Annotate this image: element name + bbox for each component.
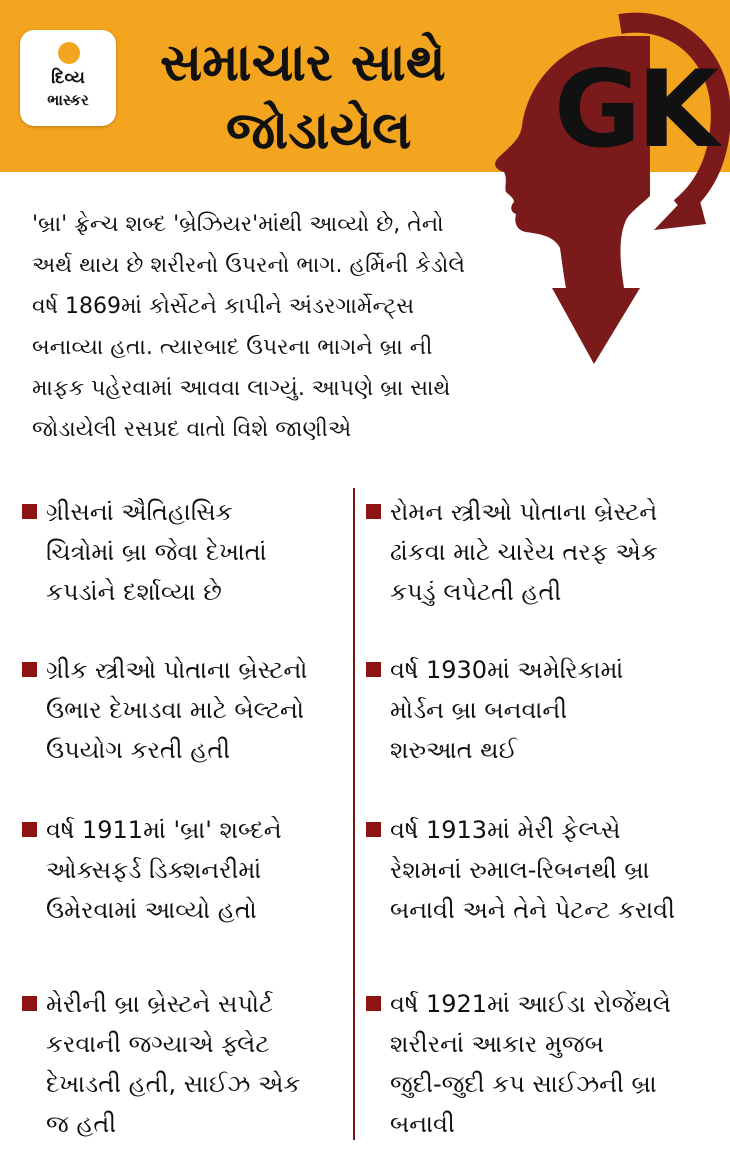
fact-item <box>366 810 696 930</box>
fact-line: રોમન સ્ત્રીઓ પોતાના બ્રેસ્ટને <box>390 498 658 526</box>
fact-line: ગ્રીસનાં ઐતિહાસિક <box>46 498 233 526</box>
fact-item <box>366 984 696 1144</box>
square-bullet-icon <box>366 662 381 677</box>
square-bullet-icon <box>22 504 37 519</box>
gk-badge: GK <box>554 48 716 171</box>
intro-line: માફક પહેરવામાં આવવા લાગ્યું. આપણે બ્રા સાથે <box>32 376 451 401</box>
fact-line: ઉપયોગ કરતી હતી <box>46 736 231 764</box>
fact-line: શરીરનાં આકાર મુજબ <box>390 1030 604 1058</box>
fact-line: જુદી-જુદી કપ સાઈઝની બ્રા <box>390 1070 657 1098</box>
fact-line: ઓક્સફર્ડ ડિક્શનરીમાં <box>46 856 262 884</box>
fact-item <box>22 984 352 1144</box>
logo-text-line2: ભાસ્કર <box>47 91 89 109</box>
square-bullet-icon <box>22 662 37 677</box>
fact-line: શરુઆત થઈ <box>390 736 518 764</box>
square-bullet-icon <box>22 822 37 837</box>
fact-line: કપડાંને દર્શાવ્યા છે <box>46 578 222 606</box>
fact-line: વર્ષ 1913માં મેરી ફેલ્પ્સે <box>390 816 621 844</box>
brand-logo[interactable] <box>20 30 116 126</box>
fact-line: બનાવી <box>390 1110 455 1138</box>
square-bullet-icon <box>22 996 37 1011</box>
sun-icon <box>58 42 80 64</box>
fact-line: દેખાડતી હતી, સાઈઝ એક <box>46 1070 301 1098</box>
page-title-line1: સમાચાર સાથે <box>160 33 446 93</box>
fact-item <box>22 810 352 930</box>
fact-line: કપડું લપેટતી હતી <box>390 578 562 606</box>
fact-line: બનાવી અને તેને પેટન્ટ કરાવી <box>390 896 675 924</box>
fact-line: વર્ષ 1911માં 'બ્રા' શબ્દને <box>46 816 282 844</box>
logo-text-line1: દિવ્ય <box>51 68 85 88</box>
square-bullet-icon <box>366 504 381 519</box>
fact-line: ઉભાર દેખાડવા માટે બેલ્ટનો <box>46 696 304 724</box>
fact-line: મોર્ડન બ્રા બનવાની <box>390 696 568 724</box>
intro-line: જોડાયેલી રસપ્રદ વાતો વિશે જાણીએ <box>32 417 352 442</box>
fact-item <box>22 650 352 770</box>
fact-line: ચિત્રોમાં બ્રા જેવા દેખાતાં <box>46 538 267 566</box>
fact-line: જ હતી <box>46 1110 117 1138</box>
intro-paragraph <box>32 204 552 450</box>
fact-line: મેરીની બ્રા બ્રેસ્ટને સપોર્ટ <box>46 990 273 1018</box>
fact-line: ઢાંકવા માટે ચારેય તરફ એક <box>390 538 658 566</box>
square-bullet-icon <box>366 996 381 1011</box>
intro-line: વર્ષ 1869માં કોર્સેટને કાપીને અંડરગાર્મેન્ટ્સ <box>32 294 415 319</box>
square-bullet-icon <box>366 822 381 837</box>
fact-line: વર્ષ 1921માં આઈડા રોજેંથલે <box>390 990 671 1018</box>
intro-line: અર્થ થાય છે શરીરનો ઉપરનો ભાગ. હર્મિની કેડોલે <box>32 253 466 278</box>
fact-line: ગ્રીક સ્ત્રીઓ પોતાના બ્રેસ્ટનો <box>46 656 308 684</box>
fact-line: રેશમનાં રુમાલ-રિબનથી બ્રા <box>390 856 650 884</box>
intro-line: બનાવ્યા હતા. ત્યારબાદ ઉપરના ભાગને બ્રા ની <box>32 335 433 360</box>
fact-line: ઉમેરવામાં આવ્યો હતો <box>46 896 257 924</box>
fact-item <box>366 492 696 612</box>
fact-item <box>22 492 352 612</box>
column-divider <box>353 488 355 1140</box>
intro-line: 'બ્રા' ફ્રેન્ચ શબ્દ 'બ્રેઝિયર'માંથી આવ્યો છે, તેનો <box>32 212 444 237</box>
fact-line: કરવાની જગ્યાએ ફ્લેટ <box>46 1030 270 1058</box>
page-title-line2: જોડાયેલ <box>226 101 412 161</box>
fact-line: વર્ષ 1930માં અમેરિકામાં <box>390 656 624 684</box>
fact-item <box>366 650 696 770</box>
